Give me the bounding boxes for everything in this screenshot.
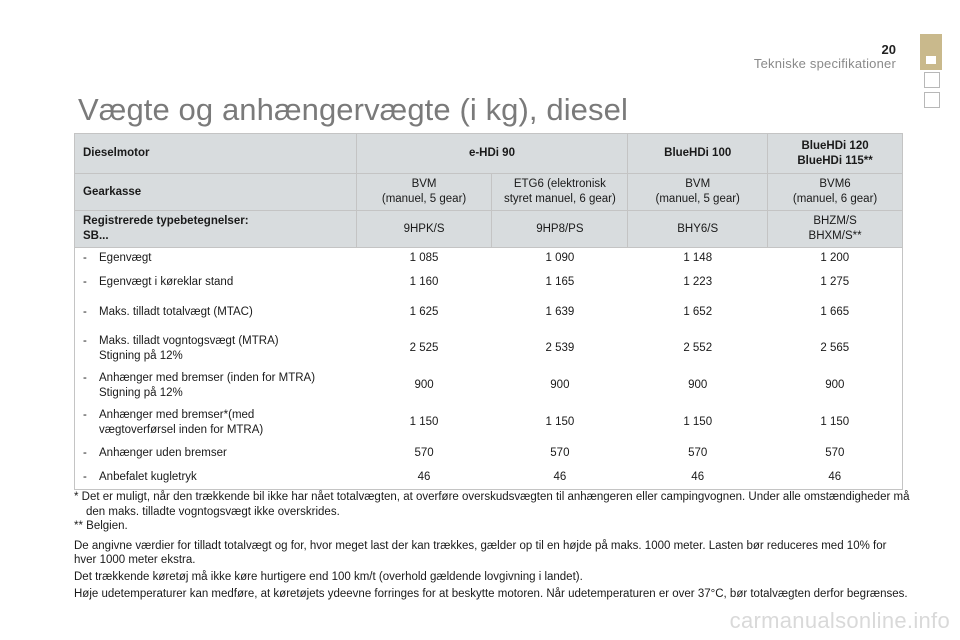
engine-ehdi90: e-HDi 90: [356, 134, 628, 174]
engine-row: [75, 134, 903, 174]
row-value: 1 150: [683, 416, 713, 428]
section-name: Tekniske specifikationer: [753, 56, 896, 71]
row-label-text: Anhænger med bremser*(med vægtoverførsel inden for MTRA): [99, 408, 264, 436]
row-value: 2 552: [683, 342, 713, 354]
chapter-tab-next-2[interactable]: [924, 92, 940, 108]
table-row: [75, 404, 903, 442]
row-value: 570: [414, 447, 434, 459]
table-row: [75, 368, 903, 404]
row-value: 1 625: [409, 306, 439, 318]
row-label: [75, 330, 357, 368]
engine-bluehdi100: BlueHDi 100: [628, 134, 768, 174]
row-value: 1 639: [545, 306, 575, 318]
row-label-text: Anhænger med bremser (inden for MTRA) Stigning på 12%: [99, 371, 316, 399]
type-1: 9HPK/S: [356, 211, 492, 248]
row-value: 1 652: [683, 306, 713, 318]
gearbox-row: [75, 174, 903, 211]
row-label: [75, 466, 357, 490]
type-label: Registrerede typebetegnelser: SB...: [75, 211, 357, 248]
chapter-tab-marker-icon: [926, 56, 936, 64]
engine-label: Dieselmotor: [75, 134, 357, 174]
row-value: 1 200: [768, 248, 903, 270]
chapter-tab-active[interactable]: [920, 34, 942, 70]
row-dash: -: [83, 408, 87, 421]
row-value: 1 165: [545, 276, 575, 288]
row-label: [75, 248, 357, 270]
table-row: [75, 330, 903, 368]
watermark: carmanualsonline.info: [729, 608, 950, 633]
row-dash: -: [83, 306, 87, 318]
row-label-text: Anhænger uden bremser: [99, 447, 227, 459]
notes: [74, 490, 910, 601]
row-value: 2 565: [768, 330, 903, 368]
row-value: 1 150: [545, 416, 575, 428]
gearbox-3: BVM (manuel, 5 gear): [628, 174, 768, 211]
row-value: 900: [768, 368, 903, 404]
note-temperature: Høje udetemperaturer kan medføre, at køretøjets ydeevne forringes for at beskytte motoren. Når udetemperaturen er over 37°C, bør totalvægten derfor begrænses.: [74, 587, 908, 600]
row-value: 1 160: [409, 276, 439, 288]
row-value: 900: [688, 379, 708, 391]
page-number: 20: [881, 42, 896, 57]
row-label: [75, 442, 357, 466]
row-value: 1 275: [768, 270, 903, 296]
row-value: 570: [688, 447, 708, 459]
row-value: 2 525: [409, 342, 439, 354]
footnote-1: * Det er muligt, når den trækkende bil ikke har nået totalvægten, at overføre overskudsvægten til anhængeren eller campingvognen. Under alle omstændigheder må den maks. tilladte vogntogsvægt ikke overskrides.: [74, 491, 910, 518]
type-row: [75, 211, 903, 248]
row-value: 1 090: [545, 252, 575, 265]
row-value: 570: [550, 447, 570, 459]
gearbox-4: BVM6 (manuel, 6 gear): [768, 174, 903, 211]
row-label-text: Maks. tilladt vogntogsvægt (MTRA) Stigning på 12%: [99, 334, 279, 362]
type-4: BHZM/S BHXM/S**: [768, 211, 903, 248]
table-row: [75, 248, 903, 270]
row-value: 1 150: [768, 404, 903, 442]
row-value: 46: [492, 466, 628, 490]
table-row: [75, 270, 903, 296]
row-label-text: Egenvægt: [99, 252, 152, 265]
row-value: 1 150: [409, 416, 439, 428]
table-row: [75, 296, 903, 330]
weights-table: [74, 133, 903, 490]
chapter-tab-next[interactable]: [924, 72, 940, 88]
row-value: 46: [356, 466, 492, 490]
table-row: [75, 442, 903, 466]
note-altitude: De angivne værdier for tilladt totalvægt og for, hvor meget last der kan trækkes, gælder op til en højde på maks. 1000 meter. Lasten bør reduceres med 10% for hver 1000 meter ekstra.: [74, 539, 887, 567]
row-label: [75, 404, 357, 442]
row-value: 900: [550, 379, 570, 391]
gearbox-2: ETG6 (elektronisk styret manuel, 6 gear): [492, 174, 628, 211]
row-value: 46: [628, 466, 768, 490]
gearbox-label: Gearkasse: [75, 174, 357, 211]
footnote-2: ** Belgien.: [74, 520, 128, 533]
row-label: [75, 270, 357, 296]
type-3: BHY6/S: [628, 211, 768, 248]
table-row: [75, 466, 903, 490]
row-dash: -: [83, 252, 87, 265]
row-value: 1 148: [683, 252, 713, 265]
row-value: 570: [768, 442, 903, 466]
row-value: 1 223: [683, 276, 713, 288]
row-value: 1 085: [409, 252, 439, 265]
row-dash: -: [83, 447, 87, 459]
row-label-text: Maks. tilladt totalvægt (MTAC): [99, 306, 253, 318]
row-value: 46: [768, 466, 903, 490]
row-value: 2 539: [545, 342, 575, 354]
row-dash: -: [83, 334, 87, 347]
row-label-text: Anbefalet kugletryk: [99, 470, 197, 483]
row-label-text: Egenvægt i køreklar stand: [99, 276, 234, 288]
row-label: [75, 368, 357, 404]
row-label: [75, 296, 357, 330]
engine-bluehdi120: BlueHDi 120 BlueHDi 115**: [768, 134, 903, 174]
row-dash: -: [83, 470, 87, 483]
row-dash: -: [83, 371, 87, 384]
note-speed: Det trækkende køretøj må ikke køre hurtigere end 100 km/t (overhold gældende lovgivning i landet).: [74, 570, 583, 583]
type-2: 9HP8/PS: [492, 211, 628, 248]
row-value: 900: [414, 379, 434, 391]
page-title: Vægte og anhængervægte (i kg), diesel: [78, 92, 628, 127]
row-value: 1 665: [768, 296, 903, 330]
row-dash: -: [83, 276, 87, 288]
gearbox-1: BVM (manuel, 5 gear): [356, 174, 492, 211]
